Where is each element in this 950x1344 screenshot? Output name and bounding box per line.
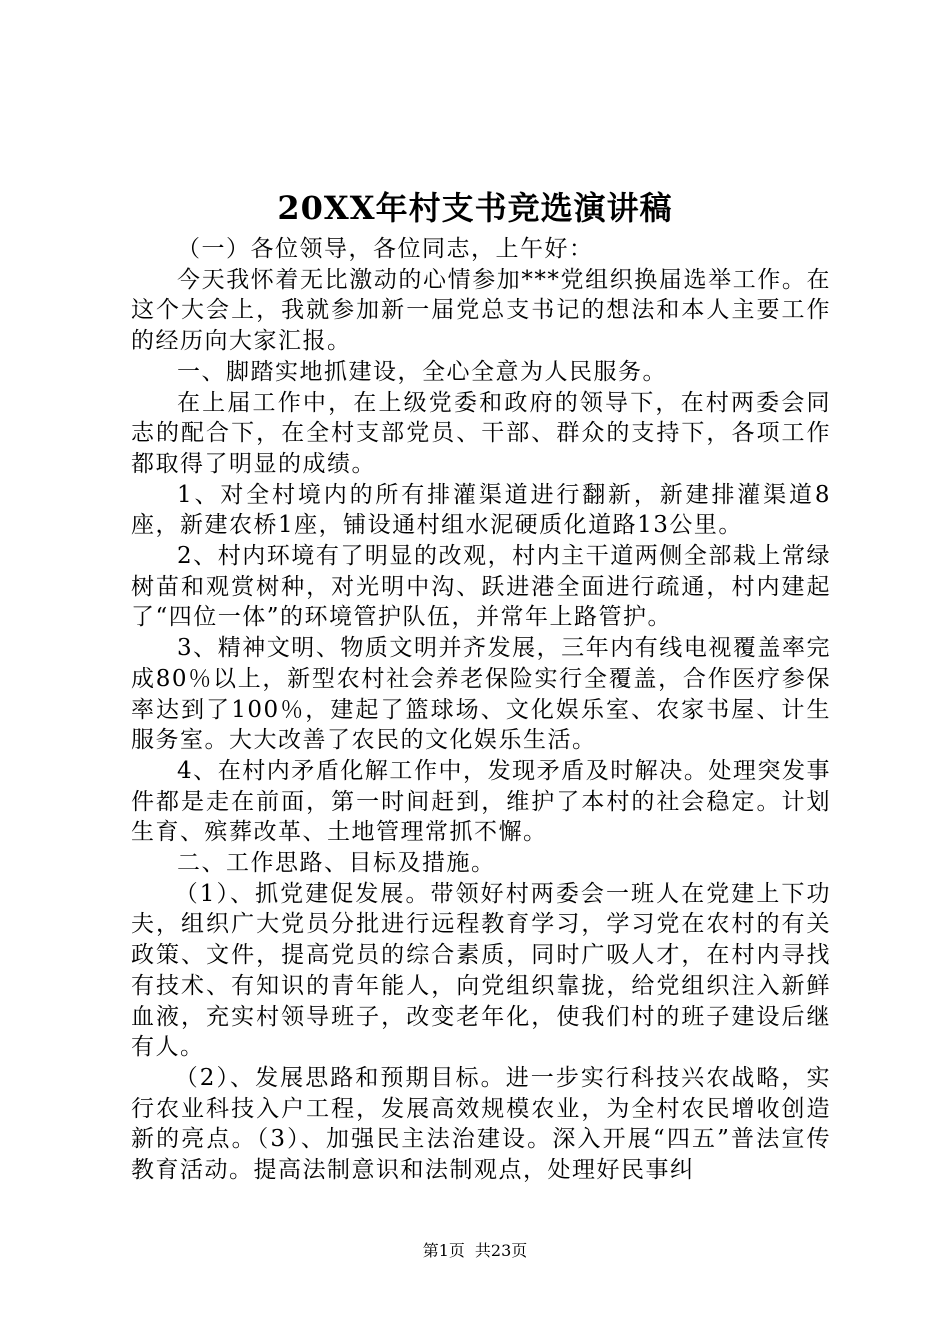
- document-title: 20XX年村支书竞选演讲稿: [277, 189, 673, 227]
- paragraph-item-4: 4、在村内矛盾化解工作中，发现矛盾及时解决。处理突发事件都是走在前面，第一时间赶到，维护了本村的社会稳定。计划生育、殡葬改革、土地管理常抓不懈。: [131, 757, 831, 846]
- document-body: [131, 234, 831, 1186]
- paragraph-greeting: （一）各位领导，各位同志，上午好：: [177, 236, 594, 262]
- paragraph-item-1: 1、对全村境内的所有排灌渠道进行翻新，新建排灌渠道8座，新建农桥1座，铺设通村组水泥硬质化道路13公里。: [131, 481, 831, 539]
- paragraph-item-3: 3、精神文明、物质文明并齐发展，三年内有线电视覆盖率完成80％以上，新型农村社会养老保险实行全覆盖，合作医疗参保率达到了100％，建起了篮球场、文化娱乐室、农家书屋、计生服务室。大大改善了农民的文化娱乐生活。: [131, 635, 831, 754]
- section-heading-1: 一、脚踏实地抓建设，全心全意为人民服务。: [177, 358, 667, 385]
- paragraph-achievements: 在上届工作中，在上级党委和政府的领导下，在村两委会同志的配合下，在全村支部党员、干部、群众的支持下，各项工作都取得了明显的成绩。: [131, 389, 831, 477]
- paragraph-measure-2: （2）、发展思路和预期目标。进一步实行科技兴农战略，实行农业科技入户工程，发展高效规模农业，为全村农民增收创造新的亮点。（3）、加强民主法治建设。深入开展“四五”普法宣传教育活动。提高法制意识和法制观点，处理好民事纠: [131, 1064, 831, 1184]
- paragraph-measure-1: （1）、抓党建促发展。带领好村两委会一班人在党建上下功夫，组织广大党员分批进行远程教育学习，学习党在农村的有关政策、文件，提高党员的综合素质，同时广吸人才，在村内寻找有技术、有知识的青年能人，向党组织靠拢，给党组织注入新鲜血液，充实村领导班子，改变老年化，使我们村的班子建设后继有人。: [131, 880, 831, 1061]
- page-footer: [0, 1240, 950, 1262]
- paragraph-intro: 今天我怀着无比激动的心情参加***党组织换届选举工作。在这个大会上，我就参加新一届党总支书记的想法和本人主要工作的经历向大家汇报。: [131, 266, 831, 355]
- page-number: 第1页: [422, 1241, 465, 1260]
- paragraph-item-2: 2、村内环境有了明显的改观，村内主干道两侧全部栽上常绿树苗和观赏树种，对光明中沟、跃进港全面进行疏通，村内建起了“四位一体”的环境管护队伍，并常年上路管护。: [131, 543, 831, 631]
- page-total: 共23页: [474, 1241, 528, 1260]
- section-heading-2: 二、工作思路、目标及措施。: [177, 850, 496, 877]
